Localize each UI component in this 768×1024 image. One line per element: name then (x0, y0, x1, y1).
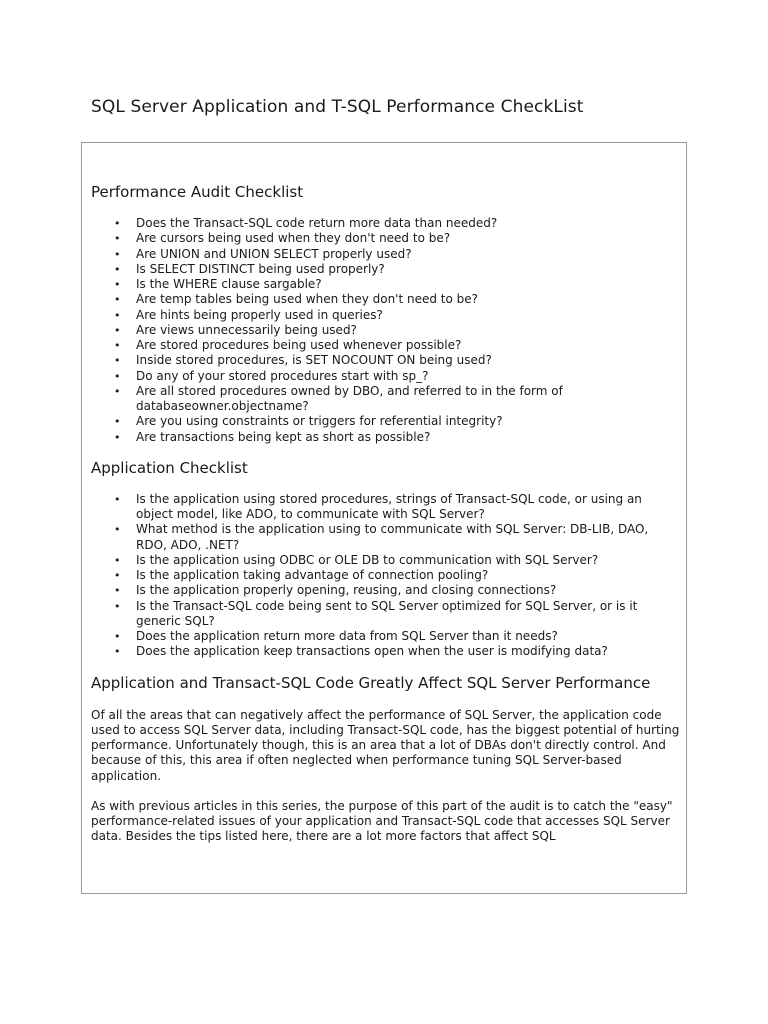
list-item: • Are UNION and UNION SELECT properly used? (91, 247, 681, 262)
application-checklist-heading: Application Checklist (91, 458, 248, 477)
list-item: • Is the Transact-SQL code being sent to SQL Server optimized for SQL Server, or is it generic SQL? (91, 599, 681, 630)
list-item: • Is the application using ODBC or OLE DB to communication with SQL Server? (91, 553, 681, 568)
list-item: • What method is the application using to communicate with SQL Server: DB-LIB, DAO, RDO, ADO, .NET? (91, 522, 681, 553)
body-paragraph: Of all the areas that can negatively affect the performance of SQL Server, the application code used to access SQL Server data, including Transact-SQL code, has the biggest potential of hurting performance. Unfortunately though, this is an area that a lot of DBAs don't directly control. And because of this, this area if often neglected when performance tuning SQL Server-based application. (91, 707, 680, 783)
document-body (91, 183, 681, 860)
list-item: • Is the application properly opening, reusing, and closing connections? (91, 583, 681, 598)
document-content-box (81, 142, 687, 894)
list-item: • Is SELECT DISTINCT being used properly? (91, 262, 681, 277)
list-item: • Inside stored procedures, is SET NOCOUNT ON being used? (91, 353, 681, 368)
list-item: • Does the application keep transactions open when the user is modifying data? (91, 644, 681, 659)
list-item: • Is the WHERE clause sargable? (91, 277, 681, 292)
performance-audit-heading: Performance Audit Checklist (91, 183, 304, 201)
list-item: • Is the application taking advantage of connection pooling? (91, 568, 681, 583)
list-item: • Does the application return more data from SQL Server than it needs? (91, 629, 681, 644)
list-item: • Do any of your stored procedures start with sp_? (91, 369, 681, 384)
list-item: • Are temp tables being used when they don't need to be? (91, 292, 681, 307)
list-item: • Are views unnecessarily being used? (91, 323, 681, 338)
list-item: • Are all stored procedures owned by DBO, and referred to in the form of databaseowner.objectname? (91, 384, 681, 415)
list-item: • Are cursors being used when they don't need to be? (91, 231, 681, 246)
list-item: • Are you using constraints or triggers for referential integrity? (91, 414, 681, 429)
list-item: • Is the application using stored procedures, strings of Transact-SQL code, or using an object model, like ADO, to communicate with SQL Server? (91, 492, 681, 523)
performance-audit-list (91, 216, 681, 445)
list-item: • Are stored procedures being used whenever possible? (91, 338, 681, 353)
list-item: • Are transactions being kept as short as possible? (91, 430, 681, 445)
list-item: • Are hints being properly used in queries? (91, 308, 681, 323)
body-paragraph: As with previous articles in this series, the purpose of this part of the audit is to catch the "easy" performance-related issues of your application and Transact-SQL code that accesses SQL Server data. Besides the tips listed here, there are a lot more factors that affect SQL (91, 798, 673, 844)
list-item: • Does the Transact-SQL code return more data than needed? (91, 216, 681, 231)
code-impact-heading: Application and Transact-SQL Code Greatly Affect SQL Server Performance (91, 673, 651, 692)
application-checklist-list (91, 492, 681, 660)
page-title: SQL Server Application and T-SQL Performance CheckList (91, 97, 584, 117)
